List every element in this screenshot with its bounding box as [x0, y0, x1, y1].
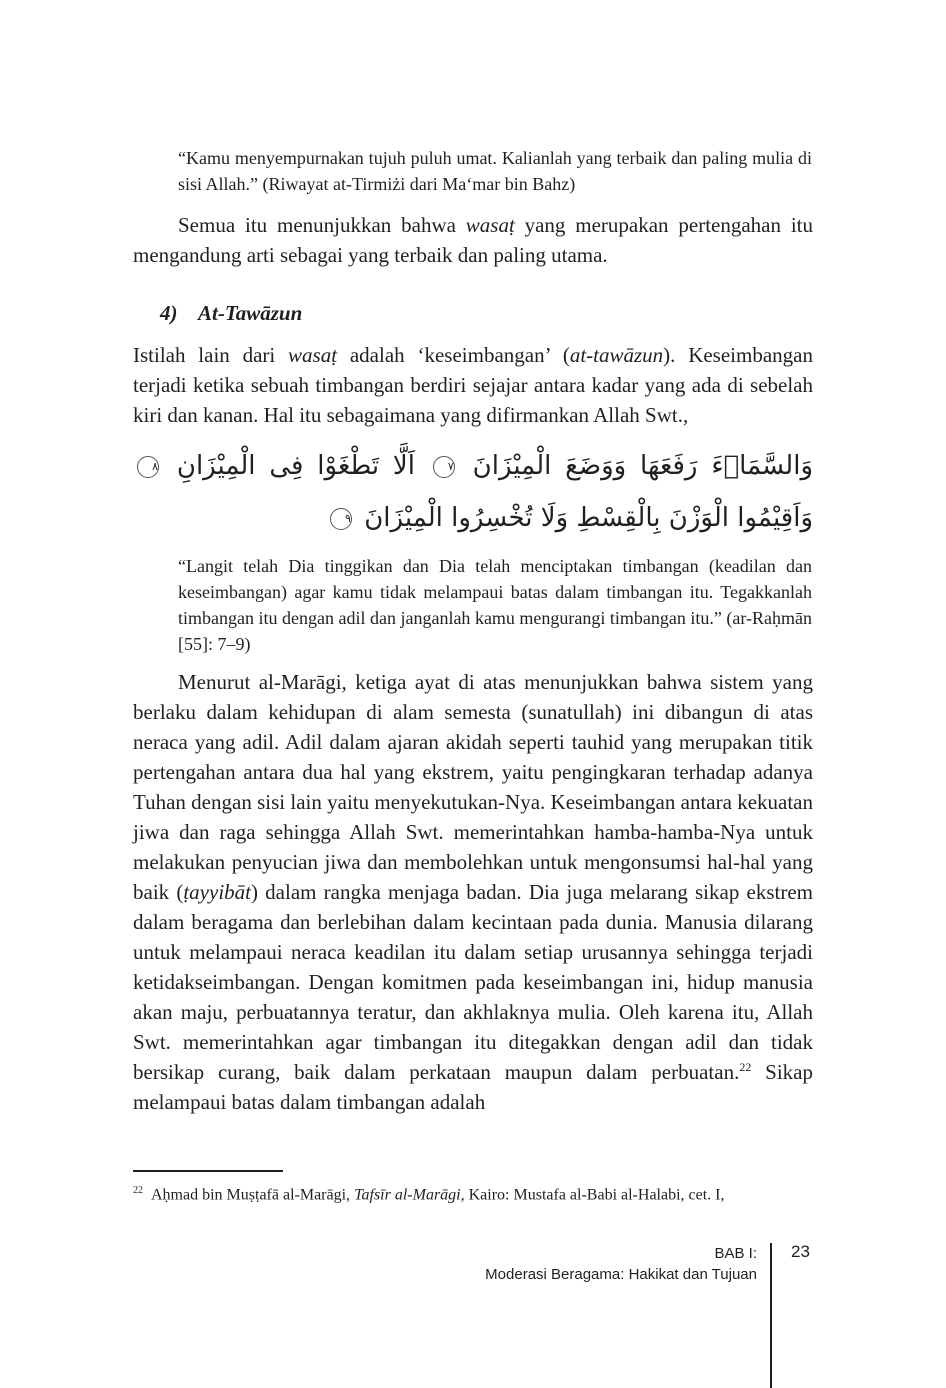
text-run: Semua itu menunjukkan bahwa — [178, 213, 466, 237]
paragraph-tawazun-definition — [133, 340, 813, 430]
footnote-reference[interactable]: 22 — [739, 1060, 752, 1074]
text-run: ) dalam rangka menjaga badan. Dia juga melarang sikap ekstrem dalam beragama dan berlebihan dalam kecintaan pada dunia. Manusia dilarang untuk melampaui neraca keadilan itu dalam setiap urusannya sehingga terjadi ketidakseimbangan. Dengan komitmen pada keseimbangan ini, hidup manusia akan maju, perbuatannya teratur, dan akhlaknya mulia. Oleh karena itu, Allah Swt. memerintahkan agar timbangan itu ditegakkan dengan adil dan tidak bersikap curang, baik dalam perkataan maupun dalam perbuatan. — [133, 880, 813, 1084]
footnote — [133, 1180, 813, 1206]
text-run: Menurut al-Marāgi, ketiga ayat di atas menunjukkan bahwa sistem yang berlaku dalam kehidupan di alam semesta (sunatullah) ini dibangun di atas neraca yang adil. Adil dalam ajaran akidah seperti tauhid yang merupakan titik pertengahan antara dua hal yang ekstrem, yaitu pengingkaran terhadap adanya Tuhan dengan sisi lain yaitu menyekutukan-Nya. Keseimbangan antara kekuatan jiwa dan raga sehingga Allah Swt. memerintahkan hamba-hamba-Nya untuk melakukan penyucian jiwa dan membolehkan untuk mengonsumsi hal-hal yang baik ( — [133, 670, 813, 904]
running-head-title: Moderasi Beragama: Hakikat dan Tujuan — [485, 1266, 757, 1283]
page-number: 23 — [791, 1242, 810, 1261]
text-run: adalah ‘keseimbangan’ ( — [337, 343, 570, 367]
italic-term: wasaṭ — [288, 343, 338, 367]
ayah-number-mark: ٩ — [330, 508, 352, 530]
hadith-translation-quote: “Kamu menyempurnakan tujuh puluh umat. Kalianlah yang terbaik dan paling mulia di sisi Allah.” (Riwayat at-Tirmiżi dari Ma‘mar bin Bahz) — [178, 148, 812, 194]
italic-term: Tafsīr al-Marāgi, — [354, 1186, 465, 1204]
text-run: yang merupakan pertengahan itu mengandung arti sebagai yang terbaik dan paling utama. — [133, 213, 813, 267]
text-run: Kairo: Mustafa al-Babi al-Halabi, cet. I, — [464, 1186, 725, 1204]
section-heading — [160, 301, 302, 326]
ayah-number-mark: ٧ — [433, 456, 455, 478]
arabic-segment: اَلَّا تَطْغَوْا فِى الْمِيْزَانِ — [176, 451, 415, 481]
verse-translation-quote: “Langit telah Dia tinggikan dan Dia telah menciptakan timbangan (keadilan dan keseimbangan) agar kamu tidak melampaui batas dalam timbangan itu. Tegakkanlah timbangan itu dengan adil dan janganlah kamu mengurangi timbangan itu.” (ar-Raḥmān [55]: 7–9) — [178, 556, 812, 654]
running-head-divider — [770, 1243, 772, 1388]
ayah-number-mark: ٨ — [137, 456, 159, 478]
footnote-divider — [133, 1170, 283, 1172]
arabic-segment: وَلَا تُخْسِرُوا الْمِيْزَانَ — [364, 503, 569, 533]
italic-term: wasaṭ — [465, 213, 515, 237]
text-run: Sikap melampaui batas dalam timbangan adalah — [133, 1060, 813, 1114]
text-run: ). Keseimbangan terjadi ketika sebuah timbangan berdiri sejajar antara kadar yang ada di sebelah kiri dan kanan. Hal itu sebagaimana yang difirmankan Allah Swt., — [133, 343, 813, 427]
paragraph-al-maragi — [133, 667, 813, 1117]
text-run: Istilah lain dari — [133, 343, 289, 367]
section-number: 4) — [160, 301, 178, 325]
running-head — [485, 1243, 757, 1285]
section-title: At-Tawāzun — [198, 301, 303, 325]
running-head-chapter: BAB I: — [714, 1245, 757, 1262]
paragraph-wasat-meaning — [133, 210, 813, 270]
footnote-number: 22 — [133, 1185, 143, 1196]
quran-verse-arabic — [133, 440, 813, 544]
arabic-segment: وَالسَّمَاۤءَ رَفَعَهَا وَوَضَعَ الْمِيْزَانَ — [472, 451, 813, 481]
text-run: Aḥmad bin Muṣṭafā al-Marāgi, — [151, 1186, 355, 1204]
italic-term: at-tawāzun — [569, 343, 664, 367]
italic-term: ṭayyibāt — [183, 880, 251, 904]
arabic-segment: وَاَقِيْمُوا الْوَزْنَ بِالْقِسْطِ — [576, 503, 813, 533]
